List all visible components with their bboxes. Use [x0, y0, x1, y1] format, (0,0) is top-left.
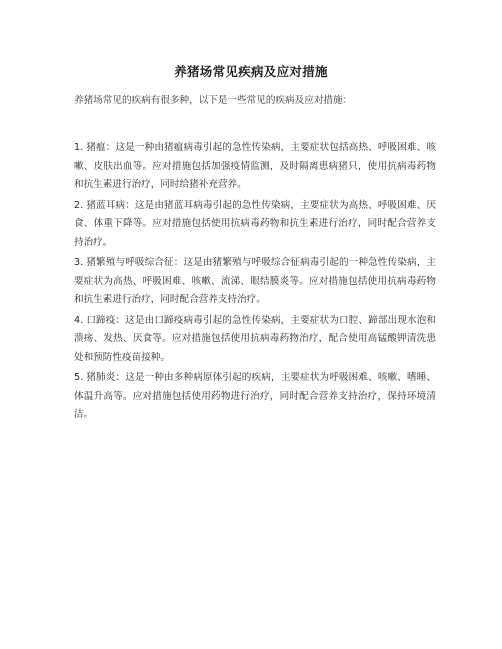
list-item-pneumonia: 5. 猪肺炎：这是一种由多种病原体引起的疾病，主要症状为呼吸困难、咳嗽、嗜睡、体温升高等。应对措施包括使用药物进行治疗，同时配合营养支持治疗，保持环境清洁。: [74, 372, 436, 420]
list-item-blue-ear-disease: 2. 猪蓝耳病：这是由猪蓝耳病毒引起的急性传染病，主要症状为高热、呼吸困难、厌食、体重下降等。应对措施包括使用抗病毒药物和抗生素进行治疗，同时配合营养支持治疗。: [74, 199, 436, 248]
disease-list: [74, 139, 436, 427]
list-item-swine-fever: 1. 猪瘟：这是一种由猪瘟病毒引起的急性传染病，主要症状包括高热、呼吸困难、咳嗽、皮肤出血等。应对措施包括加强疫情监测，及时隔离患病猪只，使用抗病毒药物和抗生素进行治疗，同时给猪补充营养。: [74, 142, 436, 190]
document-title: 养猪场常见疾病及应对措施: [174, 64, 328, 79]
list-item-prrs: 3. 猪繁殖与呼吸综合征：这是由猪繁殖与呼吸综合征病毒引起的一种急性传染病，主要症状为高热、呼吸困难、咳嗽、流涕、眼结膜炎等。应对措施包括使用抗病毒药物和抗生素进行治疗，同时配合营养支持治疗。: [74, 257, 436, 305]
list-item-foot-and-mouth: 4. 口蹄疫：这是由口蹄疫病毒引起的急性传染病，主要症状为口腔、蹄部出现水泡和溃疡、发热、厌食等。应对措施包括使用抗病毒药物治疗，配合使用高锰酸钾清洗患处和预防性疫苗接种。: [74, 314, 436, 363]
intro-paragraph: 养猪场常见的疾病有很多种，以下是一些常见的疾病及应对措施：: [74, 95, 353, 106]
